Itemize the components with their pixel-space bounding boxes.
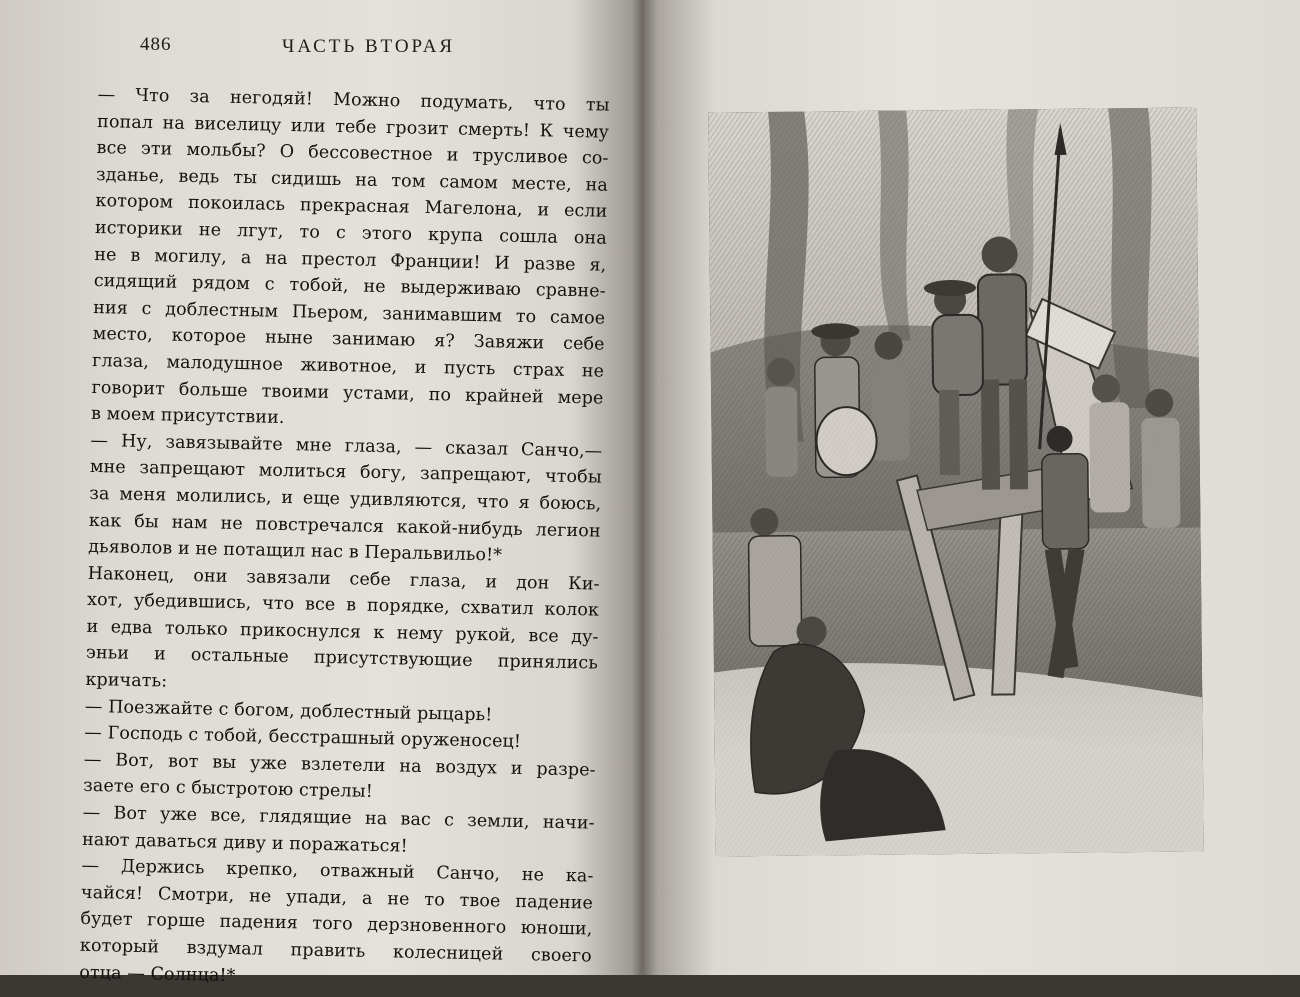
text-line: Наконец, они завязали себе глаза, и дон Ки- — [87, 563, 600, 595]
text-line: — Вот, вот вы уже взлетели на воздух и разре- — [83, 749, 596, 781]
text-line: попал на виселицу или тебе грозит смерть! К чему — [96, 111, 610, 143]
text-line: дьяволов и не потащил нас в Перальвильо!* — [88, 536, 503, 566]
text-line: который вздумал править колесницей своего — [79, 935, 593, 967]
text-line: эньи и остальные присутствующие принялись — [85, 643, 599, 675]
body-text — [79, 82, 610, 997]
text-line: кричать: — [85, 669, 168, 692]
text-line: — Ну, завязывайте мне глаза, — сказал Санчо,— — [90, 430, 603, 462]
text-line: зданье, ведь ты сидишь на том самом месте, на — [95, 164, 609, 196]
text-line: говорит больше твоими устами, по крайней мере — [91, 377, 604, 409]
running-head — [140, 32, 600, 66]
text-line: — Господь с тобой, бесстрашный оруженосец! — [84, 723, 522, 753]
text-line: заете его с быстротою стрелы! — [83, 776, 374, 803]
text-line: чайся! Смотри, не упади, а не то твое падение — [80, 882, 594, 914]
text-line: — Держись крепко, отважный Санчо, не ка- — [81, 856, 594, 887]
text-line: — Что за негодяй! Можно подумать, что ты — [97, 84, 610, 116]
text-line: — Поезжайте с богом, доблестный рыцарь! — [84, 696, 493, 726]
text-line: историки не лгут, то с этого крупа сошла она — [94, 217, 608, 249]
text-line: место, которое ныне занимаю я? Завяжи себе — [92, 324, 605, 356]
page-number: 486 — [140, 34, 172, 55]
text-line: и едва только прикоснулся к нему рукой, все ду- — [86, 616, 599, 648]
text-line: отца — Солнца!* — [79, 962, 236, 986]
text-line: будет горше падения того дерзновенного юноши, — [80, 909, 593, 940]
text-line: в моем присутствии. — [90, 404, 285, 429]
text-line: не в могилу, а на престол Франции! И разве я, — [94, 244, 607, 276]
left-page — [0, 0, 636, 986]
text-line: котором покоилась прекрасная Магелона, и если — [95, 191, 608, 223]
text-line: все эти мольбы? О бессовестное и трусливое со- — [96, 138, 609, 169]
text-line: ния с доблестным Пьером, занимавшим то самое — [93, 297, 606, 329]
text-line: мне запрещают молиться богу, запрещают, чтобы — [89, 457, 603, 488]
text-line: за меня молились, и еще удивляются, что я боюсь, — [89, 483, 602, 515]
chapter-title: ЧАСТЬ ВТОРАЯ — [282, 36, 456, 57]
right-page — [644, 0, 1300, 975]
text-line: как бы нам не повстречался какой-нибудь легион — [88, 510, 601, 542]
text-line: сидящий рядом с тобой, не выдерживаю сравне- — [93, 271, 606, 302]
engraving-illustration — [708, 107, 1204, 856]
text-line: — Вот уже все, глядящие на вас с земли, начи- — [82, 802, 595, 834]
text-line: глаза, малодушное животное, и пусть страх не — [91, 350, 605, 382]
engraving-drawing — [708, 107, 1204, 856]
text-line: нают даваться диву и поражаться! — [81, 829, 408, 857]
text-line: хот, убедившись, что все в порядке, схватил колок — [86, 590, 600, 621]
